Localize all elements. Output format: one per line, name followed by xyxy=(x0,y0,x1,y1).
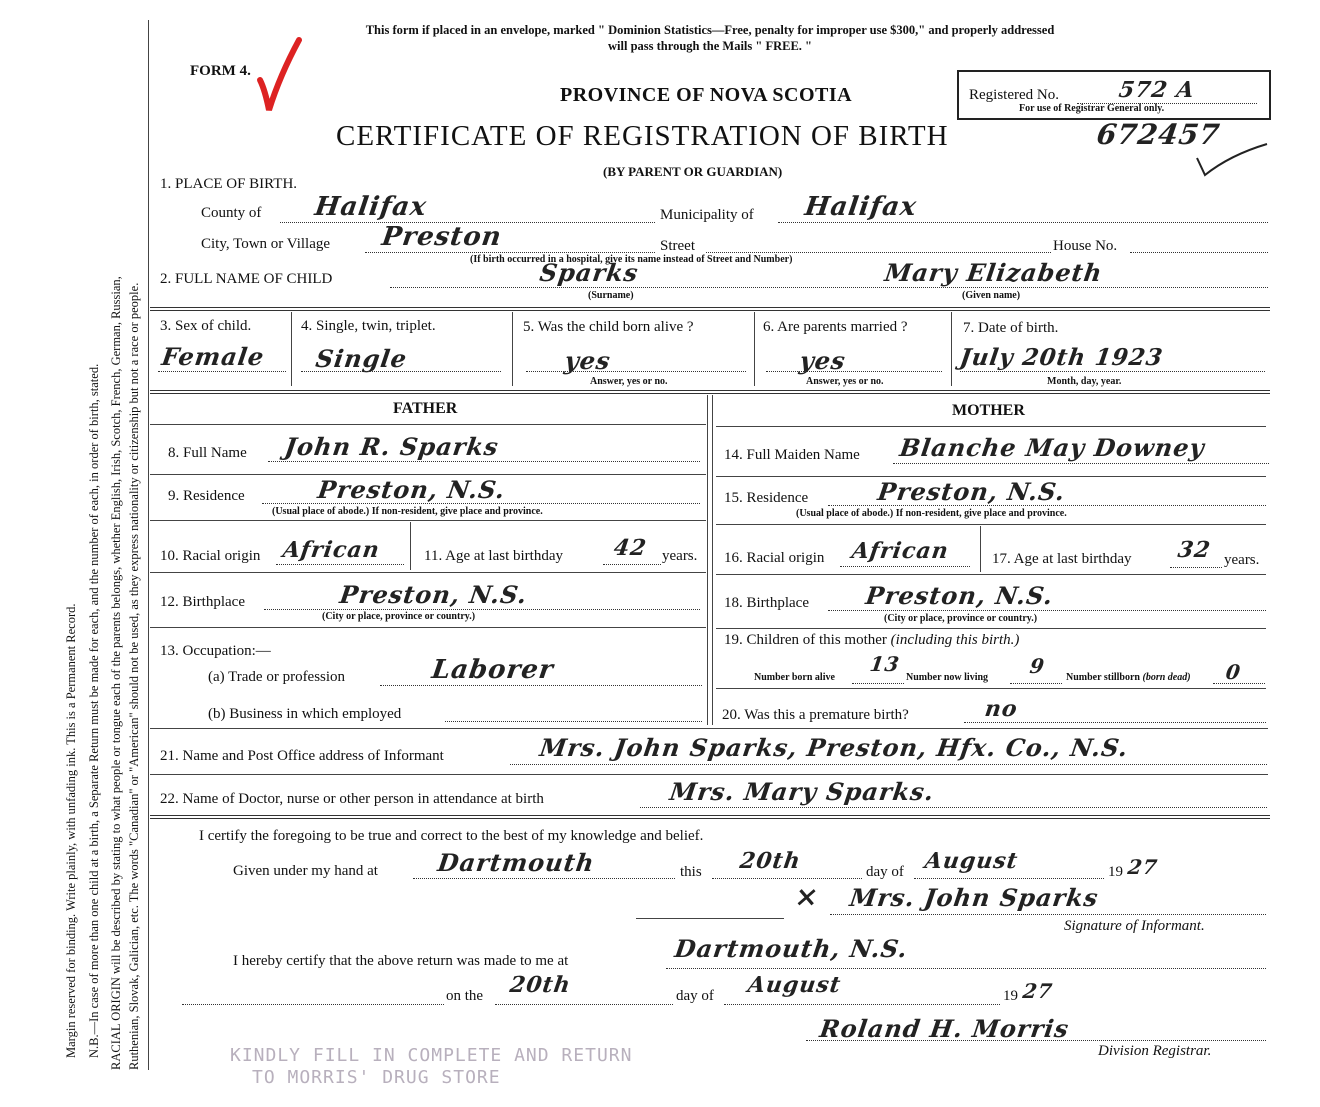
mother-age-value: 32 xyxy=(1176,537,1213,563)
this-dots xyxy=(712,878,862,879)
surname-caption: (Surname) xyxy=(588,290,634,301)
mother-rule-4 xyxy=(716,574,1266,575)
plurality-value: Single xyxy=(313,344,410,373)
mother-name-label: 14. Full Maiden Name xyxy=(724,447,860,463)
hospital-note: (If birth occurred in a hospital, give its name instead of Street and Number) xyxy=(470,254,793,265)
informant-signature: Mrs. John Sparks xyxy=(847,883,1101,912)
plurality-label: 4. Single, twin, triplet. xyxy=(301,318,436,334)
mother-rule-5 xyxy=(716,628,1266,629)
street-dots xyxy=(706,252,1051,253)
born-alive-label: Number born alive xyxy=(754,672,835,683)
alive-label: 5. Was the child born alive ? xyxy=(523,319,694,335)
father-rule-3 xyxy=(150,520,706,521)
checkmark-icon xyxy=(255,35,305,115)
attendant-value: Mrs. Mary Sparks. xyxy=(667,777,937,806)
father-age-dots xyxy=(603,564,661,565)
mother-rule-3 xyxy=(716,524,1266,525)
father-racial-label: 10. Racial origin xyxy=(160,548,261,564)
given-at-label: Given under my hand at xyxy=(233,863,378,879)
parents-divider-b xyxy=(712,395,713,725)
father-residence-note: (Usual place of abode.) If non-resident, give place and province. xyxy=(272,506,543,517)
father-birthplace-note: (City or place, province or country.) xyxy=(322,611,476,622)
mother-heading: MOTHER xyxy=(952,402,1025,419)
premature-value: no xyxy=(983,696,1020,722)
city-dots xyxy=(365,252,655,253)
premature-dots xyxy=(964,722,1266,723)
father-occupation-label: 13. Occupation:— xyxy=(160,643,271,659)
registered-value: 572 A xyxy=(1117,77,1197,103)
mother-age-label: 17. Age at last birthday xyxy=(992,551,1132,567)
alive-dots xyxy=(526,371,746,372)
father-rule-5 xyxy=(150,627,706,628)
dob-value: July 20th 1923 xyxy=(958,344,1165,371)
given-at-dots xyxy=(413,878,675,879)
registrar-day-of-label: day of xyxy=(676,988,714,1004)
mother-age-dots xyxy=(1170,567,1222,568)
this-label: this xyxy=(680,864,702,880)
father-name-value: John R. Sparks xyxy=(282,432,501,461)
street-label: Street xyxy=(660,238,695,254)
margin-note-racial-origin: RACIAL ORIGIN will be described by stating to what people or tongue each of the parents belongs, whether English, Irish, Scotch, French, German, Russian, xyxy=(109,276,123,1070)
on-the-lead-dots xyxy=(182,1004,444,1005)
father-rule-4 xyxy=(150,572,706,573)
county-label: County of xyxy=(201,205,262,221)
place-of-birth-label: 1. PLACE OF BIRTH. xyxy=(160,176,298,192)
informant-signature-dots xyxy=(830,914,1266,915)
father-trade-value: Laborer xyxy=(429,655,556,685)
row3-divider-2 xyxy=(512,312,513,386)
mother-years-label: years. xyxy=(1224,552,1260,568)
born-alive-value: 13 xyxy=(868,652,902,676)
born-alive-dots xyxy=(852,683,904,684)
rule-before-parents xyxy=(150,390,1270,394)
day-of-label: day of xyxy=(866,864,904,880)
father-birthplace-value: Preston, N.S. xyxy=(337,580,530,609)
return-stamp xyxy=(230,1045,632,1089)
form-number: FORM 4. xyxy=(190,63,251,79)
city-value: Preston xyxy=(379,222,504,252)
registrar-signature: Roland H. Morris xyxy=(817,1014,1072,1043)
rule-before-certification xyxy=(150,815,1270,819)
mother-children-italic: (including this birth.) xyxy=(890,632,1020,648)
mother-racial-dots xyxy=(840,566,970,567)
mother-children-text: 19. Children of this mother xyxy=(724,632,887,648)
registrar-year-prefix: 19 xyxy=(1003,988,1018,1004)
alive-answer-caption: Answer, yes or no. xyxy=(590,376,668,387)
informant-dots xyxy=(510,764,1267,765)
given-at-place: Dartmouth xyxy=(435,848,597,877)
child-name-dots xyxy=(390,287,1268,288)
registrar-day-dots xyxy=(495,1004,673,1005)
stillborn-label xyxy=(1066,672,1191,683)
father-racial-divider xyxy=(410,522,411,570)
father-rule-1 xyxy=(150,424,706,425)
mother-birthplace-note: (City or place, province or country.) xyxy=(884,613,1038,624)
sex-dots xyxy=(158,371,286,372)
dob-label: 7. Date of birth. xyxy=(963,320,1059,336)
registrar-place-dots xyxy=(666,968,1266,969)
father-business-dots xyxy=(445,721,702,722)
informant-signature-caption: Signature of Informant. xyxy=(1064,918,1205,934)
mother-name-value: Blanche May Downey xyxy=(897,433,1207,462)
mother-racial-label: 16. Racial origin xyxy=(724,550,825,566)
father-age-value: 42 xyxy=(612,535,649,561)
father-birthplace-label: 12. Birthplace xyxy=(160,594,245,610)
stillborn-value: 0 xyxy=(1224,660,1243,684)
child-given-name: Mary Elizabeth xyxy=(882,258,1105,287)
premature-label: 20. Was this a premature birth? xyxy=(722,707,909,723)
registrar-note: For use of Registrar General only. xyxy=(1019,103,1165,114)
married-value: yes xyxy=(797,346,848,375)
mother-birthplace-label: 18. Birthplace xyxy=(724,595,809,611)
father-years-label: years. xyxy=(662,548,698,564)
given-day: 20th xyxy=(738,848,803,874)
father-birthplace-dots xyxy=(264,609,700,610)
registrar-statement: I hereby certify that the above return was made to me at xyxy=(233,953,569,969)
stillborn-text: Number stillborn xyxy=(1066,672,1140,683)
municipality-dots xyxy=(778,222,1268,223)
margin-note-nationality: Ruthenian, Slovak, Galician, etc. The words "Canadian" or "American" should not be used, as they express nationality or citizenship but not a race or people. xyxy=(127,282,141,1070)
given-name-caption: (Given name) xyxy=(962,290,1021,301)
month-dots xyxy=(914,878,1104,879)
mark-line xyxy=(636,918,784,919)
father-heading: FATHER xyxy=(393,400,458,417)
father-business-label: (b) Business in which employed xyxy=(208,706,402,722)
rule-before-attendant xyxy=(150,774,1268,775)
municipality-label: Municipality of xyxy=(660,207,754,223)
now-living-value: 9 xyxy=(1028,654,1047,678)
stamp-line2: TO MORRIS' DRUG STORE xyxy=(252,1067,501,1088)
division-registrar-caption: Division Registrar. xyxy=(1098,1043,1212,1059)
parents-divider-a xyxy=(707,395,708,725)
father-name-dots xyxy=(268,461,700,462)
mail-notice-line1: This form if placed in an envelope, marked " Dominion Statistics—Free, penalty for improper use $300," and properly addressed xyxy=(365,23,1055,37)
mother-name-dots xyxy=(893,463,1269,464)
attendant-label: 22. Name of Doctor, nurse or other person in attendance at birth xyxy=(160,791,544,807)
father-racial-dots xyxy=(276,564,404,565)
row3-divider-1 xyxy=(291,312,292,386)
mother-rule-6 xyxy=(716,688,1266,689)
registered-box xyxy=(957,70,1271,120)
father-trade-label: (a) Trade or profession xyxy=(208,669,346,685)
informant-value: Mrs. John Sparks, Preston, Hfx. Co., N.S. xyxy=(537,733,1131,762)
tick-mark-icon xyxy=(1195,140,1270,180)
certificate-subtitle: (BY PARENT OR GUARDIAN) xyxy=(603,164,783,179)
married-dots xyxy=(766,371,942,372)
sex-label: 3. Sex of child. xyxy=(160,318,252,334)
mail-notice xyxy=(300,22,1120,54)
registrar-day: 20th xyxy=(508,972,573,998)
mail-notice-line2: will pass through the Mails " FREE. " xyxy=(608,39,812,53)
mother-rule-1 xyxy=(716,426,1266,427)
registered-label: Registered No. xyxy=(969,87,1059,103)
province-heading: PROVINCE OF NOVA SCOTIA xyxy=(560,84,853,106)
child-surname: Sparks xyxy=(537,258,641,287)
certificate-title: CERTIFICATE OF REGISTRATION OF BIRTH xyxy=(336,120,949,152)
given-year-prefix: 19 xyxy=(1108,864,1123,880)
stamp-line1: KINDLY FILL IN COMPLETE AND RETURN xyxy=(230,1045,633,1066)
mother-birthplace-value: Preston, N.S. xyxy=(863,581,1056,610)
father-residence-value: Preston, N.S. xyxy=(315,475,508,504)
registrar-place: Dartmouth, N.S. xyxy=(672,934,910,963)
row3-divider-3 xyxy=(754,312,755,386)
informant-label: 21. Name and Post Office address of Informant xyxy=(160,748,444,764)
stillborn-italic: (born dead) xyxy=(1142,672,1191,683)
on-the-label: on the xyxy=(446,988,484,1004)
mother-children-label xyxy=(724,632,1019,649)
father-name-label: 8. Full Name xyxy=(168,445,247,461)
county-value: Halifax xyxy=(312,192,429,222)
registrar-month: August xyxy=(746,972,843,998)
registrar-month-dots xyxy=(724,1004,1000,1005)
margin-note-multiple-births: N.B.—In case of more than one child at a birth, a Separate Return must be made for each, and the number of each, in order of birth, stated. xyxy=(87,363,101,1058)
given-month: August xyxy=(923,848,1020,874)
mother-residence-value: Preston, N.S. xyxy=(875,477,1068,506)
certify-statement: I certify the foregoing to be true and correct to the best of my knowledge and belief. xyxy=(199,828,704,844)
mother-racial-value: African xyxy=(850,538,951,564)
mother-racial-divider xyxy=(980,526,981,572)
attendant-dots xyxy=(640,807,1267,808)
mother-residence-note: (Usual place of abode.) If non-resident, give place and province. xyxy=(796,508,1067,519)
married-answer-caption: Answer, yes or no. xyxy=(806,376,884,387)
father-trade-dots xyxy=(380,685,702,686)
father-age-label: 11. Age at last birthday xyxy=(424,548,563,564)
municipality-value: Halifax xyxy=(802,192,919,222)
certificate-number: 672457 xyxy=(1094,118,1223,151)
alive-value: yes xyxy=(562,346,613,375)
informant-mark: × xyxy=(792,880,822,913)
city-label: City, Town or Village xyxy=(201,236,331,252)
margin-note-binding: Margin reserved for binding. Write plainly, with unfading ink. This is a Permanent Record. xyxy=(64,603,78,1058)
dob-caption: Month, day, year. xyxy=(1047,376,1122,387)
child-name-label: 2. FULL NAME OF CHILD xyxy=(160,271,333,287)
registrar-year: 27 xyxy=(1021,979,1055,1003)
given-year: 27 xyxy=(1126,855,1160,879)
house-dots xyxy=(1130,252,1268,253)
registrar-signature-dots xyxy=(806,1040,1266,1041)
mother-residence-label: 15. Residence xyxy=(724,490,809,506)
now-living-label: Number now living xyxy=(906,672,989,683)
mother-birthplace-dots xyxy=(828,610,1266,611)
dob-dots xyxy=(960,371,1265,372)
now-living-dots xyxy=(1010,683,1062,684)
plurality-dots xyxy=(301,371,501,372)
row3-divider-4 xyxy=(951,312,952,386)
rule-before-informant xyxy=(150,728,1268,729)
rule-before-row3 xyxy=(150,307,1270,311)
house-label: House No. xyxy=(1053,238,1118,254)
father-racial-value: African xyxy=(281,537,382,563)
margin-rule xyxy=(148,20,149,1070)
father-residence-label: 9. Residence xyxy=(168,488,245,504)
sex-value: Female xyxy=(159,342,267,371)
married-label: 6. Are parents married ? xyxy=(763,319,908,335)
